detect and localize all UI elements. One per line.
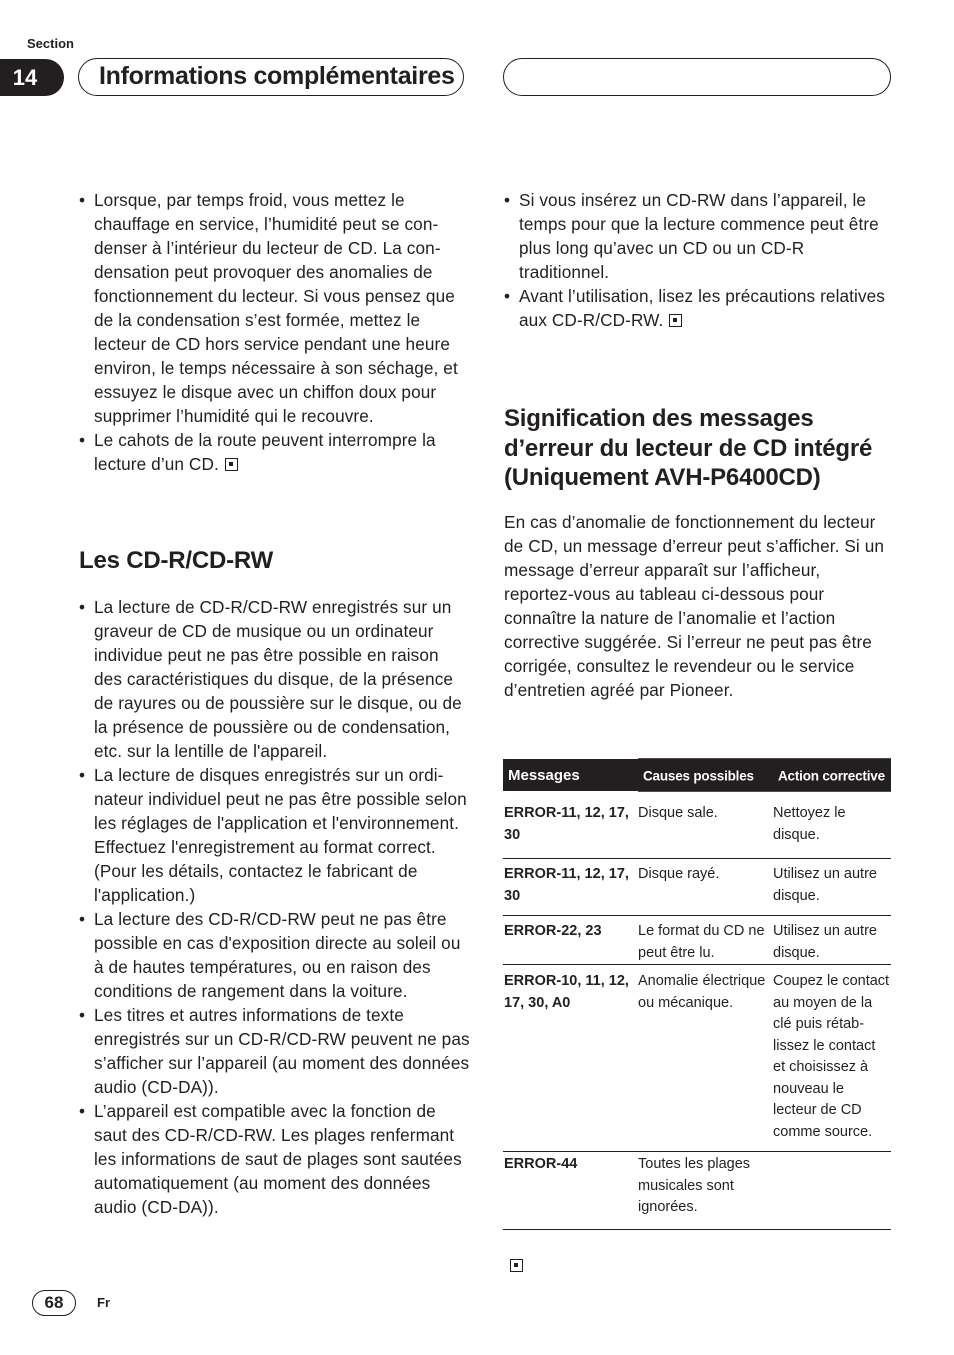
cdr-bullet-list	[79, 595, 471, 1219]
table-cell-cause: Disque sale.	[638, 791, 773, 859]
error-table	[503, 759, 891, 1230]
list-item: • L’appareil est compatible avec la fonction de saut des CD-R/CD-RW. Les plages renfermant les informations de saut de plages sont sautées automatiquement (au moment des données audio (CD-DA)).	[79, 1099, 471, 1219]
table-cell-action: Coupez le contact au moyen de la clé puis rétablissez le contact et choisissez à nouveau le lecteur de CD comme source.	[773, 965, 891, 1152]
table-cell-cause: Disque rayé.	[638, 859, 773, 916]
end-mark-icon	[225, 458, 238, 471]
right-top-bullet-list	[504, 188, 890, 332]
end-mark-icon	[669, 314, 682, 327]
table-row	[503, 965, 891, 1152]
section-label: Section	[27, 36, 74, 51]
list-item-text: Lorsque, par temps froid, vous mettez le chauffage en service, l’humidité peut se condenser à l’intérieur du lecteur de CD. La condensation peut provoquer des anomalies de fonctionnement du lecteur. Si vous pensez que de la condensation s’est formée, mettez le lecteur de CD hors service pendant une heure environ, le temps nécessaire à son séchage, et essuyez le disque avec un chiffon doux pour supprimer l’humidité qui le recouvre.	[94, 190, 458, 426]
table-cell-message: ERROR-44	[503, 1152, 638, 1230]
column-header-action: Action corrective	[773, 758, 891, 792]
right-top-notes	[504, 188, 890, 332]
list-item: • La lecture de CD-R/CD-RW enregistrés sur un graveur de CD de musique ou un ordinateur individue peut ne pas être possible en raison des caractéristiques du disque, de la présence de rayures ou de poussière sur le disque, ou de la présence de poussière ou de condensation, etc. sur la lentille de l'appareil.	[79, 595, 471, 763]
page-number: 68	[32, 1290, 76, 1316]
table-cell-message: ERROR-11, 12, 17, 30	[503, 791, 638, 859]
list-item-text: Le cahots de la route peuvent interrompre la lecture d’un CD.	[94, 430, 436, 474]
list-item: • Les titres et autres informations de texte enregistrés sur un CD-R/CD-RW peuvent ne pas s’afficher sur l’appareil (au moment des données audio (CD-DA)).	[79, 1003, 471, 1099]
table-cell-cause: Le format du CD ne peut être lu.	[638, 916, 773, 965]
column-header-messages: Messages	[503, 759, 638, 791]
table-cell-message: ERROR-22, 23	[503, 916, 638, 965]
column-header-causes: Causes possibles	[638, 758, 773, 792]
table-cell-action: Nettoyez le disque.	[773, 791, 891, 859]
table-cell-cause: Anomalie électrique ou mécanique.	[638, 965, 773, 1152]
table-cell-message: ERROR-10, 11, 12, 17, 30, A0	[503, 965, 638, 1152]
error-intro-paragraph: En cas d’anomalie de fonctionnement du lecteur de CD, un message d’erreur peut s’afficher. Si un message d’erreur apparaît sur l’afficheur, reportez-vous au tableau ci-dessous pour connaître la nature de l’anomalie et l’action corrective suggérée. Si l’erreur ne peut pas être corrigée, consultez le revendeur ou le service d’entretien agréé par Pioneer.	[504, 512, 885, 700]
table-cell-message: ERROR-11, 12, 17, 30	[503, 859, 638, 916]
list-item	[79, 188, 471, 428]
table-cell-action	[773, 1152, 891, 1230]
list-item: • La lecture des CD-R/CD-RW peut ne pas être possible en cas d'exposition directe au soleil ou à de hautes températures, ou en raison des conditions de rangement dans la voiture.	[79, 907, 471, 1003]
table-header-row	[503, 759, 891, 791]
list-item	[504, 284, 890, 332]
list-item-text: Si vous insérez un CD-RW dans l’appareil, le temps pour que la lecture commence peut être plus long qu’avec un CD ou un CD-R traditionnel.	[519, 190, 879, 282]
list-item: • La lecture de disques enregistrés sur un ordinateur individuel peut ne pas être possible selon les réglages de l'application et l'environnement. Effectuez l'enregistrement au format correct. (Pour les détails, contactez le fabricant de l'application.)	[79, 763, 471, 907]
cdr-notes	[79, 595, 471, 1219]
end-mark-icon	[510, 1259, 523, 1272]
section-number-badge: 14	[0, 59, 64, 96]
table-row	[503, 859, 891, 916]
left-top-bullet-list	[79, 188, 471, 476]
header-empty-box	[503, 58, 891, 96]
error-messages-heading: Signification des messages d’erreur du lecteur de CD intégré (Uniquement AVH-P6400CD)	[504, 405, 873, 491]
table-row	[503, 791, 891, 859]
list-item	[504, 188, 890, 284]
table-cell-action: Utilisez un autre disque.	[773, 916, 891, 965]
table-row	[503, 1152, 891, 1230]
page-title: Informations complémentaires	[78, 58, 464, 96]
list-item-text: Avant l’utilisation, lisez les précautions relatives aux CD-R/CD-RW.	[519, 286, 885, 330]
table-cell-cause: Toutes les plages musicales sont ignorées.	[638, 1152, 773, 1230]
table-cell-action: Utilisez un autre disque.	[773, 859, 891, 916]
language-label: Fr	[97, 1295, 110, 1310]
table-row	[503, 916, 891, 965]
left-top-notes	[79, 188, 471, 476]
cdr-section-heading: Les CD-R/CD-RW	[79, 547, 274, 574]
list-item	[79, 428, 471, 476]
